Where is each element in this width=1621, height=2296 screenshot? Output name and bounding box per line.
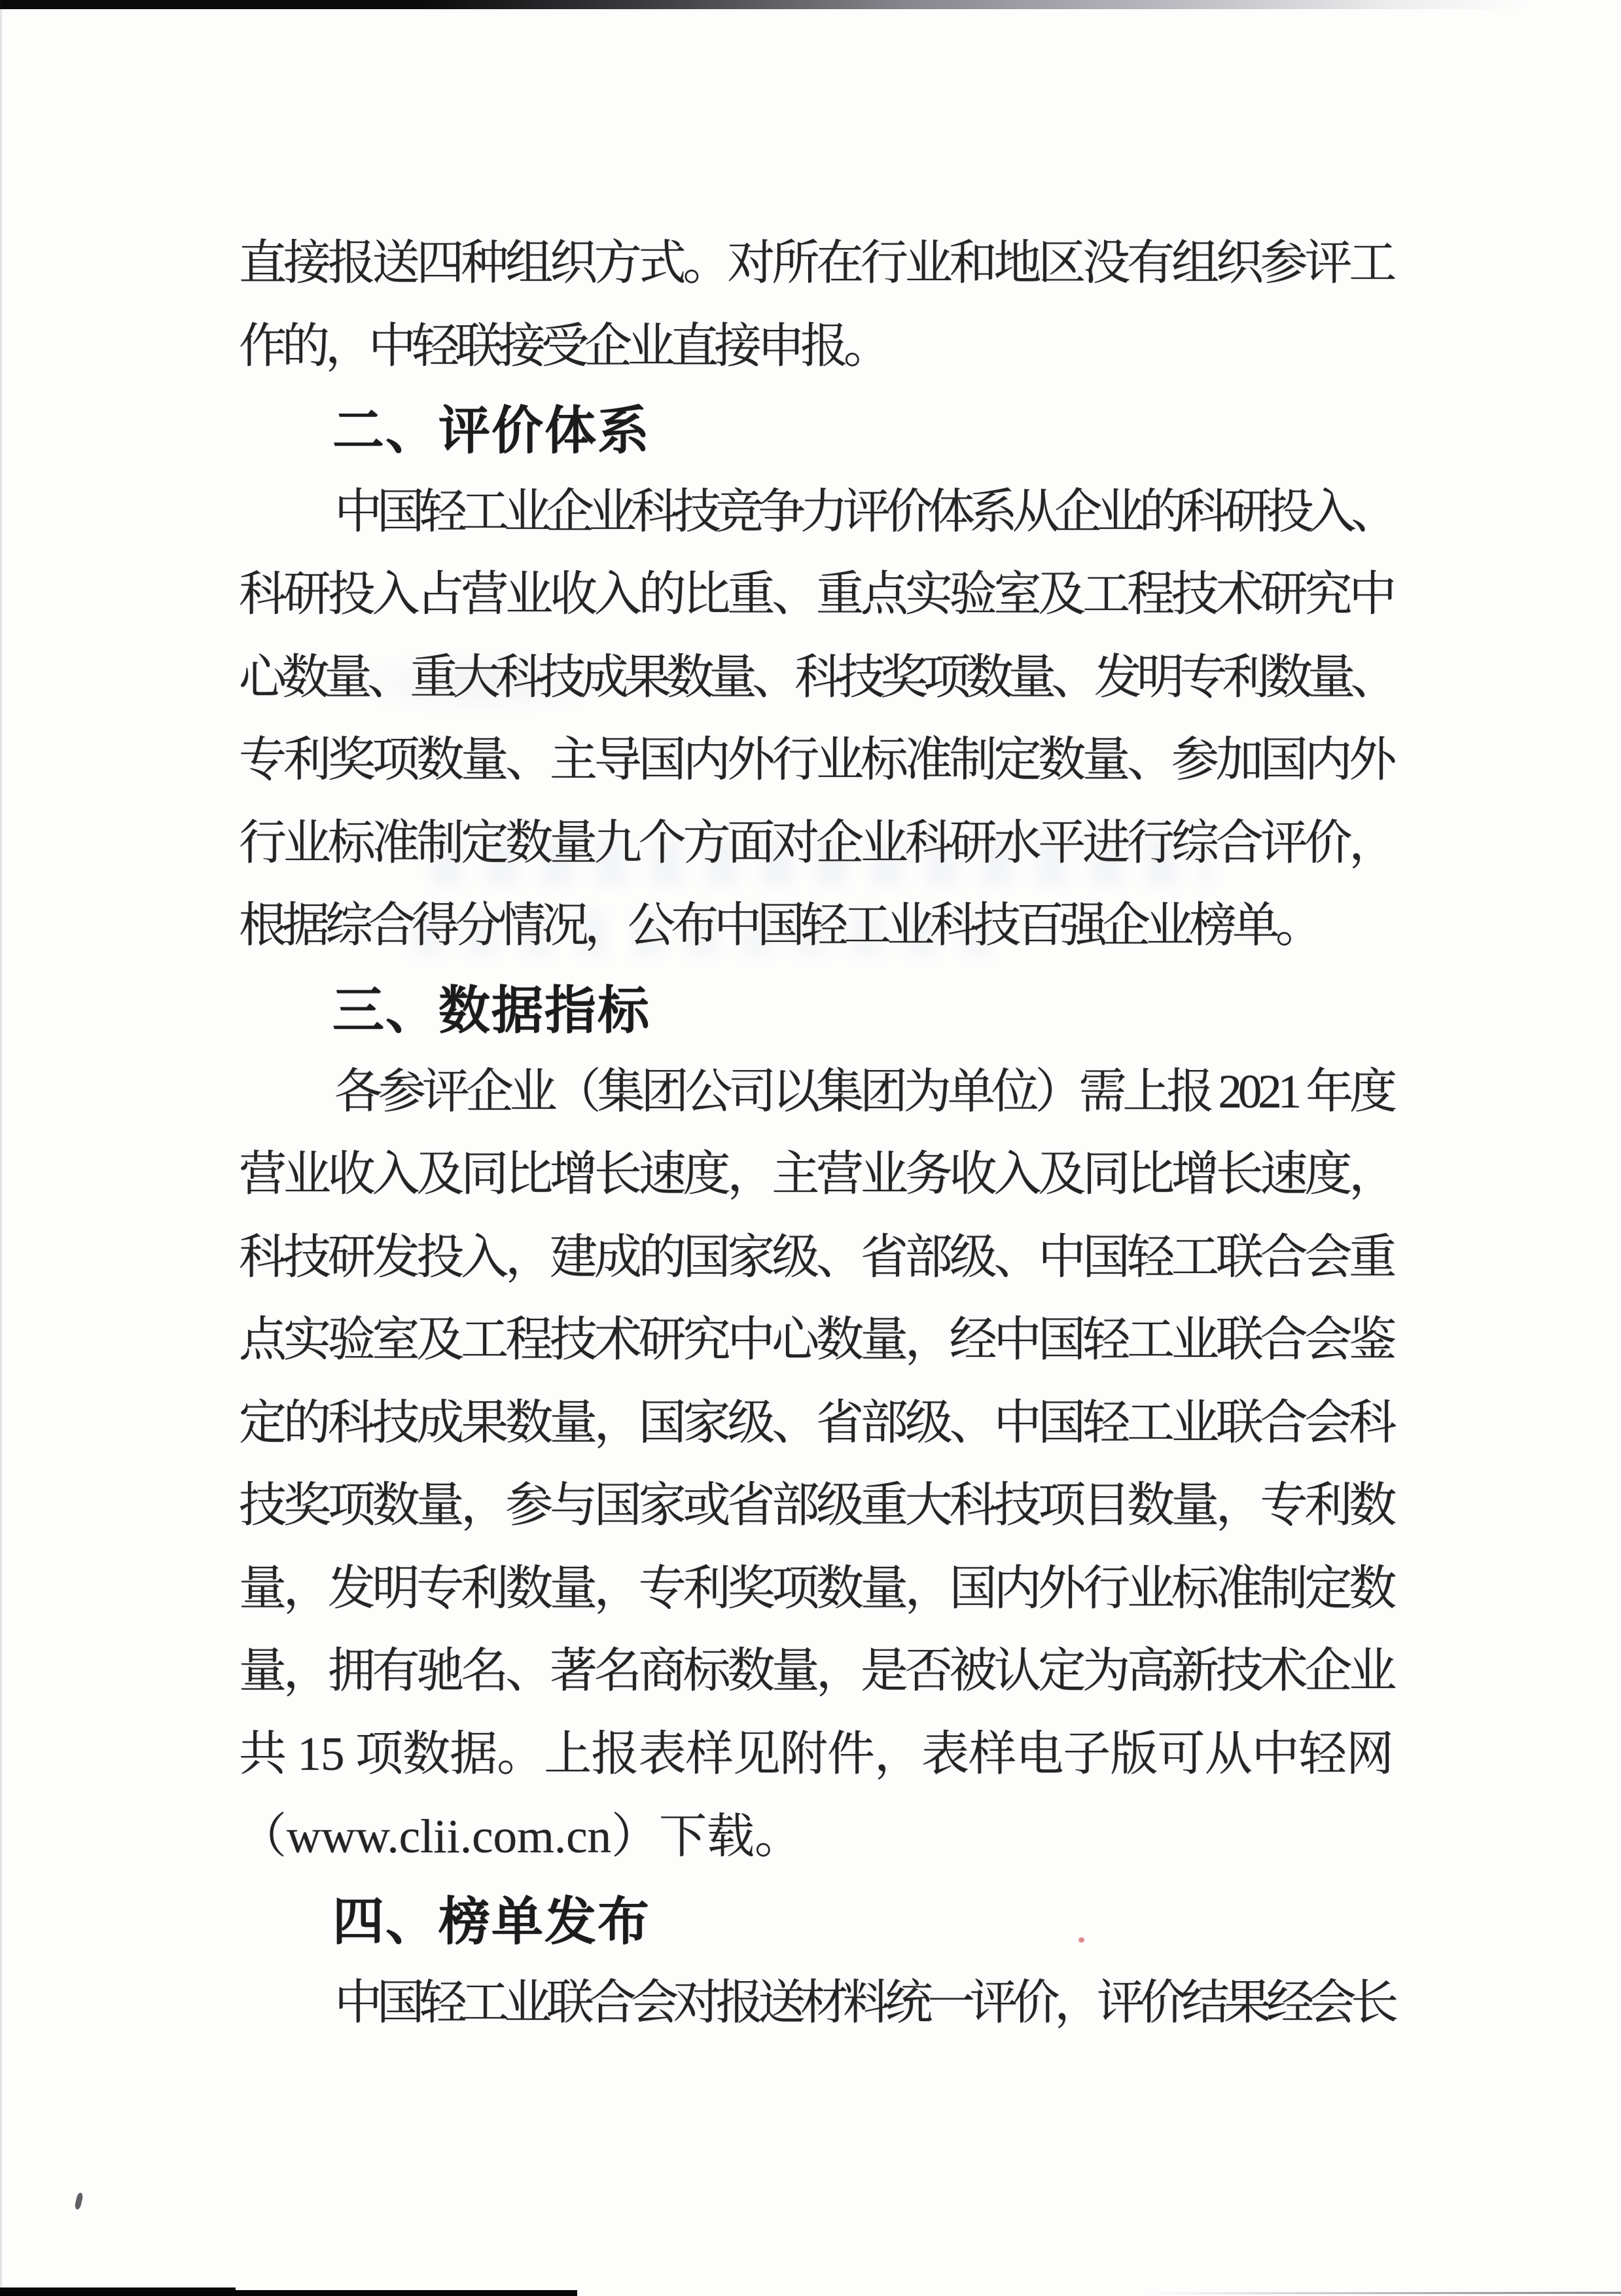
text-line: 量，发明专利数量，专利奖项数量，国内外行业标准制定数 — [239, 1562, 1394, 1615]
text-line: 营业收入及同比增长速度，主营业务收入及同比增长速度， — [239, 1147, 1394, 1200]
text-line: 科研投入占营业收入的比重、重点实验室及工程技术研究中 — [239, 567, 1394, 620]
text-line: 作的，中轻联接受企业直接申报。 — [239, 319, 887, 372]
text-line: （www.clii.com.cn）下载。 — [239, 1810, 802, 1863]
text-line: 科技研发投入，建成的国家级、省部级、中国轻工联合会重 — [239, 1230, 1394, 1283]
text-line: 技奖项数量，参与国家或省部级重大科技项目数量，专利数 — [239, 1479, 1394, 1532]
text-line: 直接报送四种组织方式。对所在行业和地区没有组织参评工 — [239, 236, 1394, 289]
text-line: 心数量、重大科技成果数量、科技奖项数量、发明专利数量、 — [239, 651, 1393, 704]
section-heading: 二、评价体系 — [332, 401, 650, 459]
text-line: 点实验室及工程技术研究中心数量，经中国轻工业联合会鉴 — [239, 1313, 1394, 1366]
text-line: 共 15 项数据。上报表样见附件，表样电子版可从中轻网 — [239, 1727, 1393, 1780]
text-line: 量，拥有驰名、著名商标数量，是否被认定为高新技术企业 — [239, 1644, 1394, 1697]
text-line: 行业标准制定数量九个方面对企业科研水平进行综合评价， — [239, 816, 1394, 869]
text-line: 定的科技成果数量，国家级、省部级、中国轻工业联合会科 — [239, 1396, 1394, 1449]
section-heading: 三、数据指标 — [332, 981, 650, 1039]
text-line: 根据综合得分情况，公布中国轻工业科技百强企业榜单。 — [239, 899, 1319, 952]
text-line: 中国轻工业企业科技竞争力评价体系从企业的科研投入、 — [334, 485, 1393, 538]
text-line: 专利奖项数量、主导国内外行业标准制定数量、参加国内外 — [239, 733, 1394, 786]
text-line: 中国轻工业联合会对报送材料统一评价，评价结果经会长 — [334, 1976, 1393, 2029]
section-heading: 四、榜单发布 — [332, 1892, 650, 1950]
text-line: 各参评企业（集团公司以集团为单位）需上报 2021 年度 — [334, 1065, 1393, 1118]
